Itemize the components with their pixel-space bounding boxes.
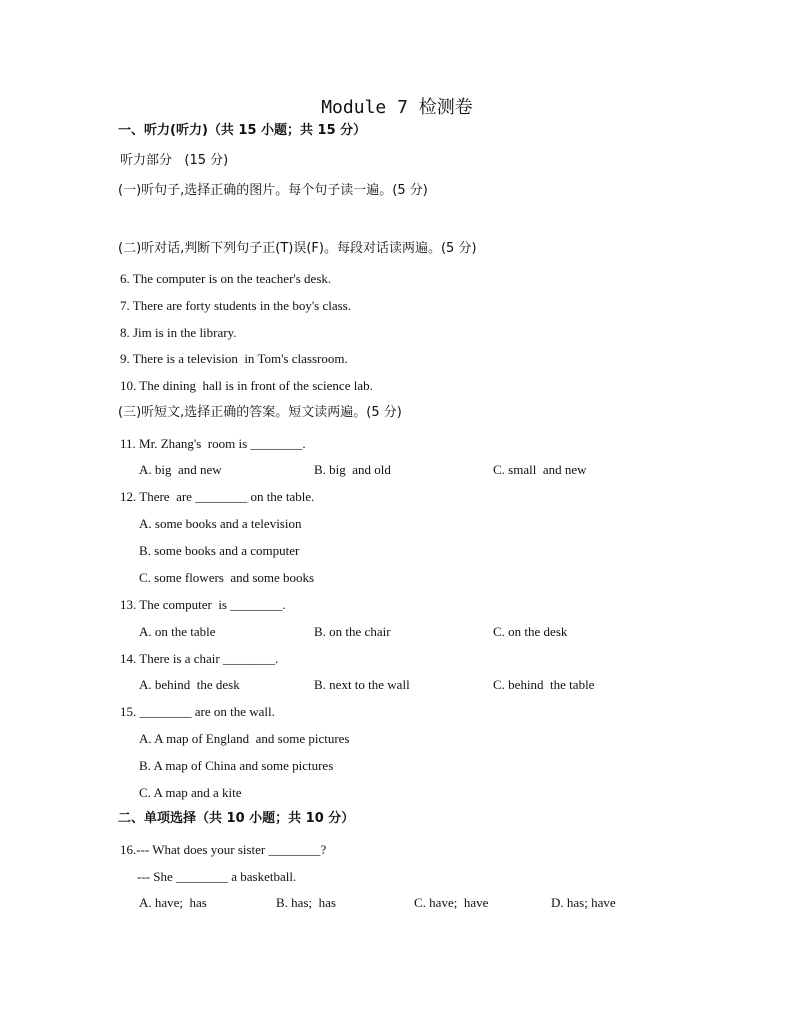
question-12-option-b: B. some books and a computer bbox=[139, 543, 300, 558]
tf-item-10: 10. The dining hall is in front of the science lab. bbox=[120, 378, 373, 393]
subsection-3-instruction: (三)听短文,选择正确的答案。短文读两遍。(5 分) bbox=[118, 405, 402, 420]
question-14-stem: 14. There is a chair ________. bbox=[120, 651, 279, 666]
tf-item-8: 8. Jim is in the library. bbox=[120, 325, 237, 340]
question-13-option-c: C. on the desk bbox=[493, 624, 568, 639]
question-15-option-a: A. A map of England and some pictures bbox=[139, 731, 350, 746]
question-15-option-b: B. A map of China and some pictures bbox=[139, 758, 334, 773]
question-14-option-b: B. next to the wall bbox=[314, 677, 410, 692]
section1-heading: 一、听力(听力)（共 15 小题；共 15 分） bbox=[118, 123, 367, 138]
question-11-option-b: B. big and old bbox=[314, 462, 391, 477]
page-title: Module 7 检测卷 bbox=[321, 97, 473, 118]
question-11-option-c: C. small and new bbox=[493, 462, 587, 477]
question-16-line-2: --- She ________ a basketball. bbox=[137, 869, 297, 884]
question-12-stem: 12. There are ________ on the table. bbox=[120, 489, 315, 504]
section2-heading: 二、单项选择（共 10 小题；共 10 分） bbox=[118, 811, 355, 826]
question-13-stem: 13. The computer is ________. bbox=[120, 597, 286, 612]
subsection-2-instruction: (二)听对话,判断下列句子正(T)误(F)。每段对话读两遍。(5 分) bbox=[118, 241, 477, 256]
listening-part-label: 听力部分 (15 分) bbox=[120, 153, 229, 168]
subsection-1-instruction: (一)听句子,选择正确的图片。每个句子读一遍。(5 分) bbox=[118, 183, 428, 198]
question-16-option-a: A. have; has bbox=[139, 895, 207, 910]
question-16-line-1: 16.--- What does your sister ________? bbox=[120, 842, 327, 857]
question-16-option-d: D. has; have bbox=[551, 895, 616, 910]
tf-item-6: 6. The computer is on the teacher's desk. bbox=[120, 271, 332, 286]
tf-item-7: 7. There are forty students in the boy's class. bbox=[120, 298, 351, 313]
question-15-stem: 15. ________ are on the wall. bbox=[120, 704, 275, 719]
question-16-option-b: B. has; has bbox=[276, 895, 336, 910]
question-12-option-c: C. some flowers and some books bbox=[139, 570, 315, 585]
question-13-option-a: A. on the table bbox=[139, 624, 216, 639]
question-15-option-c: C. A map and a kite bbox=[139, 785, 242, 800]
tf-item-9: 9. There is a television in Tom's classroom. bbox=[120, 351, 348, 366]
question-14-option-c: C. behind the table bbox=[493, 677, 595, 692]
question-11-option-a: A. big and new bbox=[139, 462, 222, 477]
question-16-option-c: C. have; have bbox=[414, 895, 489, 910]
question-13-option-b: B. on the chair bbox=[314, 624, 391, 639]
question-11-stem: 11. Mr. Zhang's room is ________. bbox=[120, 436, 306, 451]
question-14-option-a: A. behind the desk bbox=[139, 677, 240, 692]
question-12-option-a: A. some books and a television bbox=[139, 516, 302, 531]
